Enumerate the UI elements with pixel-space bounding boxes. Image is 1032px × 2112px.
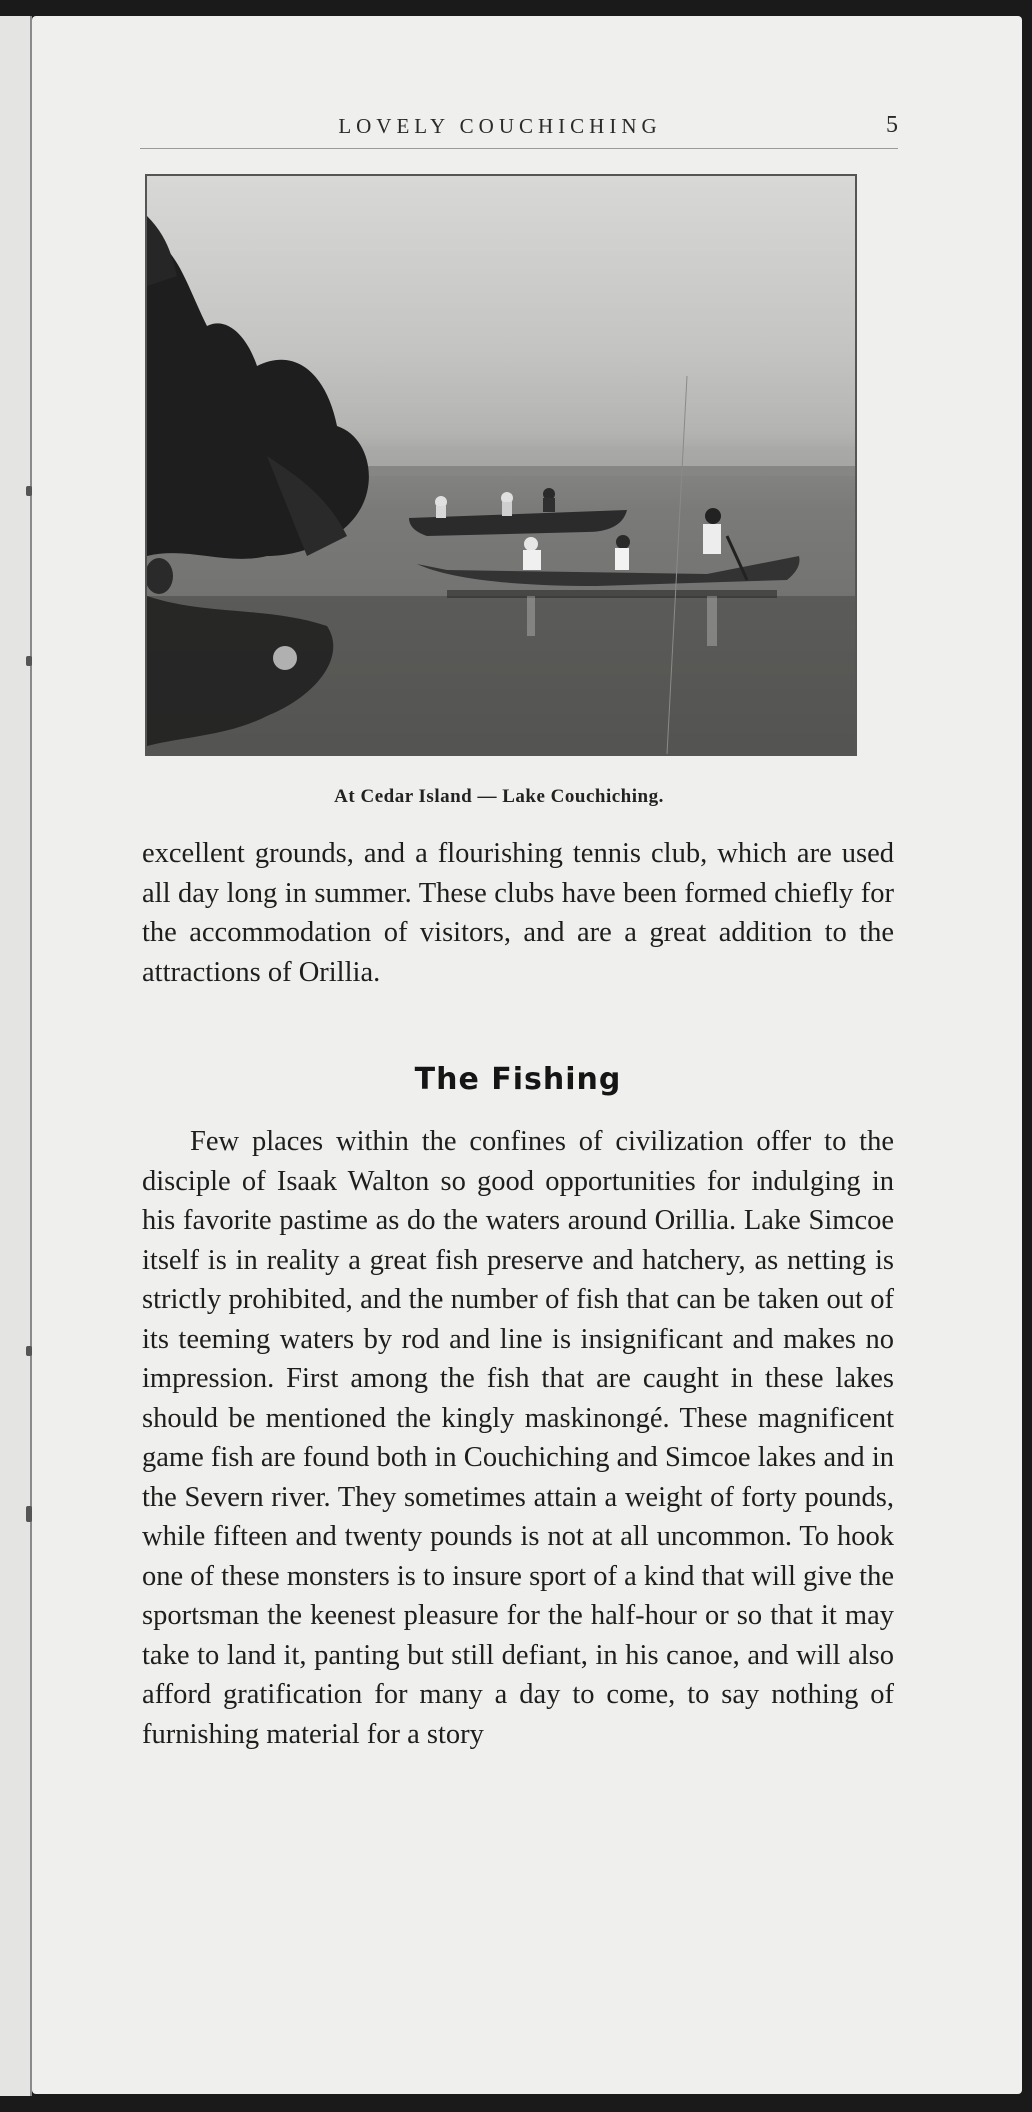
page-number: 5 bbox=[886, 112, 898, 138]
canoe-scene-image bbox=[147, 176, 855, 754]
body-paragraph: excellent grounds, and a flourishing tennis club, which are used all day long in summer. These clubs have been formed chiefly for the accommodation of visitors, and are a great addition to the attractions of Orillia. bbox=[142, 838, 894, 988]
running-title: LOVELY COUCHICHING bbox=[338, 114, 662, 138]
page-header bbox=[140, 108, 898, 149]
body-paragraph: Few places within the confines of civilization offer to the disciple of Isaak Walton so good opportunities for indulging in his favorite pastime as do the waters around Orillia. Lake Simcoe itself is in reality a great fish preserve and hatchery, as netting is strictly prohibited, and the number of fish that can be taken out of its teeming waters by rod and line is insignificant and makes no impression. First among the fish that are caught in these lakes should be mentioned the kingly maskinongé. These magnificent game fish are found both in Couchiching and Simcoe lakes and in the Severn river. They sometimes attain a weight of forty pounds, while fifteen and twenty pounds is not at all uncommon. To hook one of these monsters is to insure sport of a kind that will give the sportsman the keenest pleasure for the half-hour or so that it may take to land it, panting but still defiant, in his canoe, and will also afford gratification for many a day to come, to say nothing of furnishing material for a story bbox=[142, 1126, 894, 1750]
section-heading: The Fishing bbox=[414, 1062, 622, 1097]
lake-photograph bbox=[145, 174, 857, 756]
adjacent-page-edge bbox=[0, 16, 32, 2096]
photo-caption: At Cedar Island — Lake Couchiching. bbox=[334, 786, 664, 807]
